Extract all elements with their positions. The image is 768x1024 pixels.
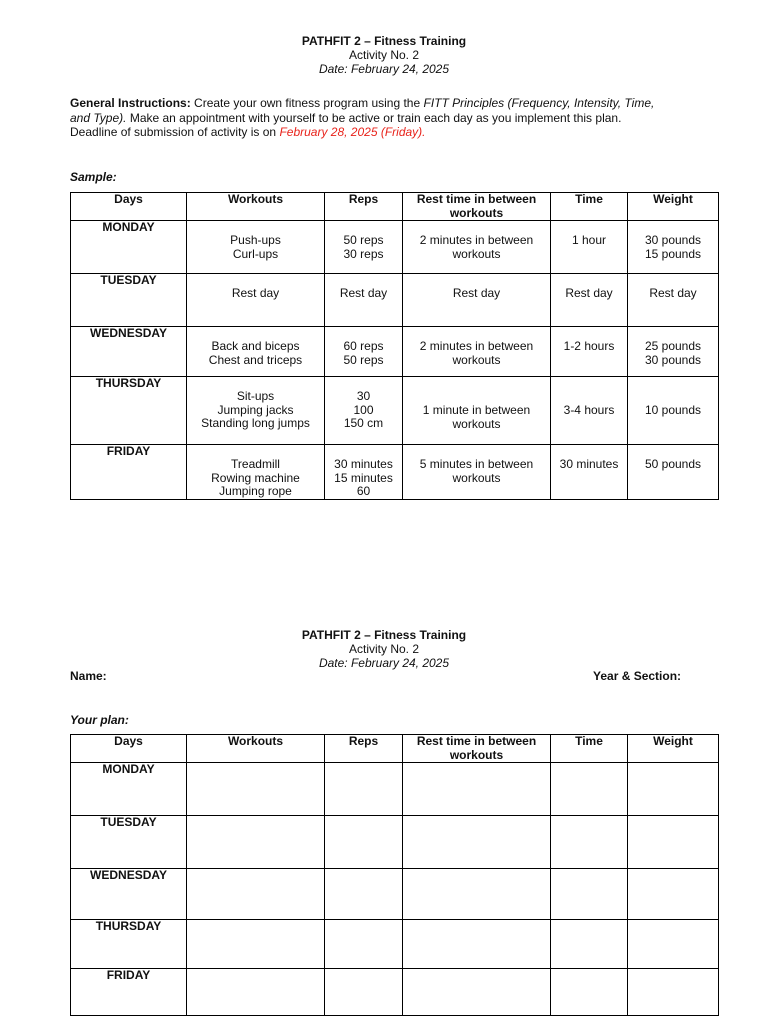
plan-workouts-input-cell[interactable] — [187, 869, 325, 920]
plan-col-rest-time: Rest time in between workouts — [403, 735, 551, 763]
col-weight: Weight — [628, 193, 719, 221]
cell-line: workouts — [452, 246, 501, 261]
your-plan-label: Your plan: — [70, 713, 129, 727]
cell-line: 30 pounds — [644, 233, 702, 247]
cell-line: Jumping jacks — [217, 402, 294, 417]
cell-line: 50 reps — [343, 233, 384, 247]
plan-day-cell: TUESDAY — [71, 816, 187, 869]
plan-day-cell: THURSDAY — [71, 920, 187, 969]
cell-line: Rowing machine — [211, 470, 300, 485]
activity-number: Activity No. 2 — [348, 48, 420, 62]
plan-weight-input-cell[interactable] — [628, 869, 719, 920]
reps-cell — [325, 221, 403, 274]
rest-time-cell — [403, 274, 551, 327]
cell-line: 150 cm — [343, 416, 384, 430]
cell-line: Rest day — [649, 286, 697, 300]
plan-day-cell: MONDAY — [71, 763, 187, 816]
name-label: Name: — [70, 669, 107, 683]
cell-line: Push-ups — [230, 233, 281, 247]
workouts-cell — [187, 377, 325, 445]
weight-cell — [628, 221, 719, 274]
plan-weight-input-cell[interactable] — [628, 969, 719, 1016]
cell-line: Chest and triceps — [208, 352, 303, 367]
cell-line: workouts — [452, 352, 501, 367]
general-instructions — [70, 96, 670, 140]
plan-time-input-cell[interactable] — [551, 816, 628, 869]
reps-cell — [325, 377, 403, 445]
deadline-date: February 28, 2025 (Friday). — [279, 125, 426, 139]
plan-weight-input-cell[interactable] — [628, 816, 719, 869]
plan-row-tuesday — [71, 816, 719, 869]
plan-time-input-cell[interactable] — [551, 869, 628, 920]
rest-time-cell — [403, 377, 551, 445]
cell-line: 30 reps — [343, 246, 384, 261]
plan-table — [70, 734, 719, 1016]
weight-cell — [628, 445, 719, 500]
cell-line: 2 minutes in between — [419, 233, 534, 247]
rest-time-cell — [403, 327, 551, 377]
plan-col-workouts: Workouts — [187, 735, 325, 763]
plan-time-input-cell[interactable] — [551, 969, 628, 1016]
cell-line: 100 — [353, 402, 374, 417]
sample-row-monday — [71, 221, 719, 274]
plan-day-cell: FRIDAY — [71, 969, 187, 1016]
time-cell — [551, 327, 628, 377]
day-cell: TUESDAY — [71, 274, 187, 327]
plan-reps-input-cell[interactable] — [325, 869, 403, 920]
cell-line: Rest day — [231, 286, 280, 300]
time-cell — [551, 274, 628, 327]
cell-line: 60 reps — [343, 339, 384, 353]
cell-line: Rest day — [565, 286, 613, 300]
cell-line: Treadmill — [231, 457, 280, 471]
day-cell: THURSDAY — [71, 377, 187, 445]
cell-line: Sit-ups — [236, 389, 275, 403]
cell-line: 30 pounds — [644, 352, 702, 367]
workouts-cell — [187, 221, 325, 274]
cell-line: Rest day — [339, 286, 388, 300]
plan-col-reps: Reps — [325, 735, 403, 763]
cell-line: 25 pounds — [644, 339, 702, 353]
col-reps: Reps — [325, 193, 403, 221]
year-section-label: Year & Section: — [593, 669, 682, 683]
plan-activity-number: Activity No. 2 — [348, 642, 420, 656]
sample-table — [70, 192, 719, 500]
plan-time-input-cell[interactable] — [551, 763, 628, 816]
page-title: PATHFIT 2 – Fitness Training — [301, 34, 467, 48]
day-cell: WEDNESDAY — [71, 327, 187, 377]
reps-cell — [325, 274, 403, 327]
plan-rest-time-input-cell[interactable] — [403, 969, 551, 1016]
plan-reps-input-cell[interactable] — [325, 816, 403, 869]
plan-col-weight: Weight — [628, 735, 719, 763]
plan-col-days: Days — [71, 735, 187, 763]
plan-rest-time-input-cell[interactable] — [403, 816, 551, 869]
weight-cell — [628, 377, 719, 445]
cell-line: Rest day — [452, 286, 501, 300]
activity-date: Date: February 24, 2025 — [318, 62, 450, 76]
cell-line: 15 minutes — [334, 470, 393, 485]
plan-weight-input-cell[interactable] — [628, 763, 719, 816]
cell-line: workouts — [452, 470, 501, 485]
cell-line: workouts — [452, 416, 501, 431]
plan-weight-input-cell[interactable] — [628, 920, 719, 969]
col-time: Time — [551, 193, 628, 221]
cell-line: Curl-ups — [232, 246, 279, 261]
cell-line: 2 minutes in between — [419, 339, 534, 353]
cell-line: Jumping rope — [219, 484, 292, 498]
cell-line: Standing long jumps — [201, 416, 310, 430]
plan-table-header — [71, 735, 719, 763]
plan-row-thursday — [71, 920, 719, 969]
sample-row-thursday — [71, 377, 719, 445]
cell-line: 1-2 hours — [563, 339, 615, 353]
plan-rest-time-input-cell[interactable] — [403, 763, 551, 816]
workouts-cell — [187, 274, 325, 327]
plan-reps-input-cell[interactable] — [325, 969, 403, 1016]
time-cell — [551, 445, 628, 500]
plan-workouts-input-cell[interactable] — [187, 816, 325, 869]
plan-row-friday — [71, 969, 719, 1016]
sample-table-header — [71, 193, 719, 221]
plan-row-monday — [71, 763, 719, 816]
reps-cell — [325, 445, 403, 500]
plan-row-wednesday — [71, 869, 719, 920]
plan-reps-input-cell[interactable] — [325, 763, 403, 816]
plan-workouts-input-cell[interactable] — [187, 920, 325, 969]
cell-line: 60 — [356, 484, 371, 498]
weight-cell — [628, 327, 719, 377]
plan-activity-date: Date: February 24, 2025 — [318, 656, 450, 670]
instructions-label: General Instructions: — [70, 96, 191, 110]
workouts-cell — [187, 327, 325, 377]
workouts-cell — [187, 445, 325, 500]
fitt-principles: FITT Principles (Frequency, Intensity, Time, and Type). — [70, 96, 655, 125]
day-cell: FRIDAY — [71, 445, 187, 500]
cell-line: 10 pounds — [644, 403, 702, 417]
sample-row-wednesday — [71, 327, 719, 377]
day-cell: MONDAY — [71, 221, 187, 274]
cell-line: 50 reps — [343, 352, 384, 367]
cell-line: 30 — [356, 389, 371, 403]
cell-line: 1 hour — [571, 233, 607, 247]
plan-day-cell: WEDNESDAY — [71, 869, 187, 920]
rest-time-cell — [403, 445, 551, 500]
plan-workouts-input-cell[interactable] — [187, 763, 325, 816]
cell-line: 3-4 hours — [563, 403, 615, 417]
cell-line: 15 pounds — [644, 246, 702, 261]
plan-page-title: PATHFIT 2 – Fitness Training — [301, 628, 467, 642]
reps-cell — [325, 327, 403, 377]
cell-line: Back and biceps — [211, 339, 300, 353]
cell-line: 50 pounds — [644, 457, 702, 471]
plan-time-input-cell[interactable] — [551, 920, 628, 969]
time-cell — [551, 221, 628, 274]
cell-line: 1 minute in between — [422, 403, 531, 417]
instructions-text-before: Create your own fitness program using the — [190, 96, 424, 110]
cell-line: 30 minutes — [559, 457, 619, 471]
plan-workouts-input-cell[interactable] — [187, 969, 325, 1016]
sample-label: Sample: — [70, 170, 117, 184]
col-days: Days — [71, 193, 187, 221]
plan-reps-input-cell[interactable] — [325, 920, 403, 969]
time-cell — [551, 377, 628, 445]
plan-rest-time-input-cell[interactable] — [403, 920, 551, 969]
col-rest-time: Rest time in between workouts — [403, 193, 551, 221]
plan-rest-time-input-cell[interactable] — [403, 869, 551, 920]
instructions-text-after: Make an appointment with yourself to be active or train each day as you implement this plan. Deadline of submission of activity is on — [70, 110, 622, 139]
rest-time-cell — [403, 221, 551, 274]
cell-line: 5 minutes in between — [419, 457, 534, 471]
sample-row-tuesday — [71, 274, 719, 327]
sample-row-friday — [71, 445, 719, 500]
col-workouts: Workouts — [187, 193, 325, 221]
weight-cell — [628, 274, 719, 327]
cell-line: 30 minutes — [334, 457, 393, 471]
plan-col-time: Time — [551, 735, 628, 763]
